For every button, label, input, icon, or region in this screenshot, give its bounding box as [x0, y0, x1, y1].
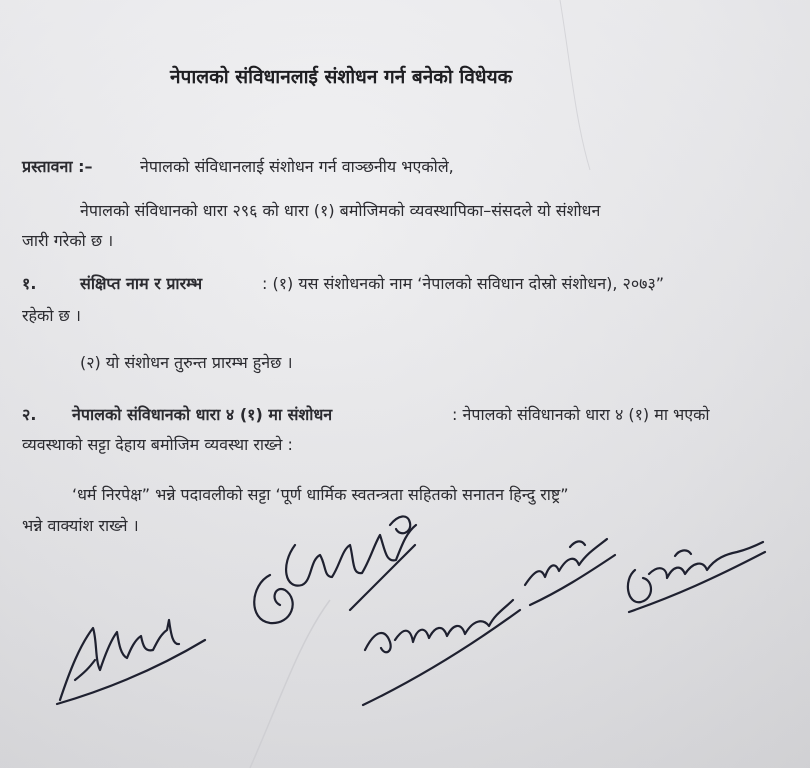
- section-1-subclause: (२) यो संशोधन तुरुन्त प्रारम्भ हुनेछ ।: [80, 353, 293, 372]
- section-1-heading: संक्षिप्त नाम र प्रारम्भ: [80, 274, 203, 293]
- enactment-line-2: जारी गरेको छ ।: [22, 231, 114, 250]
- signature-5: [615, 530, 775, 620]
- section-2-heading: नेपालको संविधानको धारा ४ (१) मा संशोधन: [72, 405, 333, 424]
- preamble-label: प्रस्तावना :–: [22, 157, 93, 176]
- section-2-line-1: : नेपालको संविधानको धारा ४ (१) मा भएको: [452, 405, 710, 424]
- section-1-line-2: रहेको छ ।: [22, 306, 81, 325]
- section-1-line-1: : (१) यस संशोधनको नाम ‘नेपालको सविधान दोस्रो संशोधन), २०७३”: [262, 274, 665, 293]
- section-2-number: २.: [22, 405, 37, 424]
- enactment-line-1: नेपालको संविधानको धारा २९६ को धारा (१) बमोजिमको व्यवस्थापिका–संसदले यो संशोधन: [80, 201, 601, 220]
- section-1-number: १.: [22, 274, 37, 293]
- signature-4: [515, 525, 625, 615]
- signature-2: [240, 505, 430, 640]
- section-2-line-2: व्यवस्थाको सट्टा देहाय बमोजिम व्यवस्था राख्ने :: [22, 435, 293, 454]
- document-title: नेपालको संविधानलाई संशोधन गर्न बनेको विधेयक: [170, 66, 513, 88]
- signature-3: [355, 590, 525, 710]
- signature-1: [45, 600, 215, 710]
- preamble-text: नेपालको संविधानलाई संशोधन गर्न वाञ्छनीय भएकोले,: [140, 157, 454, 176]
- section-2-quote-line-2: भन्ने वाक्यांश राख्ने ।: [22, 516, 139, 535]
- section-2-quote-line-1: ‘धर्म निरपेक्ष” भन्ने पदावलीको सट्टा ‘पूर्ण धार्मिक स्वतन्त्रता सहितको सनातन हिन्दु राष्ट्र”: [72, 485, 569, 504]
